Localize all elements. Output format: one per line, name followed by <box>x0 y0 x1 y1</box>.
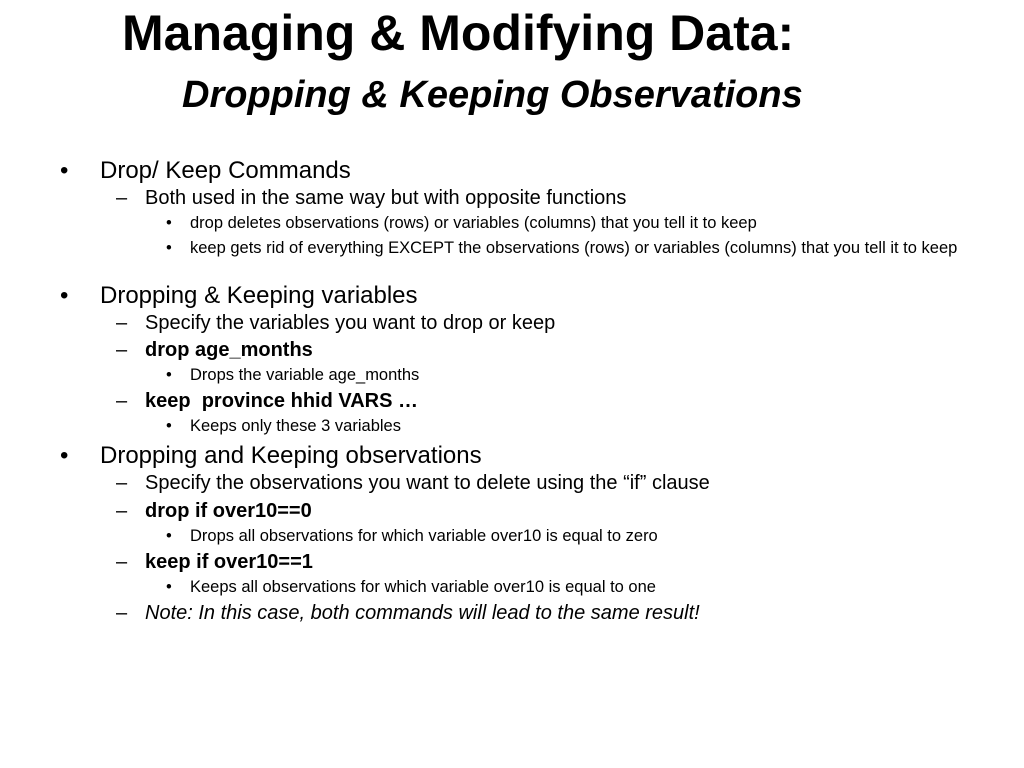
detail-drop-deletes: drop deletes observations (rows) or variables (columns) that you tell it to keep <box>190 214 757 232</box>
slide-title: Managing & Modifying Data: <box>122 5 795 61</box>
detail-keep-gets-rid: keep gets rid of everything EXCEPT the observations (rows) or variables (columns) that you tell it to keep <box>190 239 958 257</box>
bullet-marker: • <box>166 214 172 232</box>
dash-marker: – <box>116 551 128 573</box>
bullet-dropping-keeping-observations: Dropping and Keeping observations <box>100 442 482 469</box>
sub-specify-variables: Specify the variables you want to drop or keep <box>145 312 556 334</box>
bullet-marker: • <box>166 527 172 545</box>
dash-marker: – <box>116 602 128 624</box>
dash-marker: – <box>116 339 128 361</box>
detail-drops-all: Drops all observations for which variable over10 is equal to zero <box>190 527 658 545</box>
command-drop-age-months: drop age_months <box>145 339 313 361</box>
bullet-marker: • <box>166 417 172 435</box>
bullet-drop-keep-commands: Drop/ Keep Commands <box>100 157 351 184</box>
sub-specify-observations: Specify the observations you want to delete using the “if” clause <box>145 472 710 494</box>
note-same-result: Note: In this case, both commands will lead to the same result! <box>145 602 700 624</box>
command-keep-if: keep if over10==1 <box>145 551 313 573</box>
dash-marker: – <box>116 500 128 522</box>
bullet-marker: • <box>166 578 172 596</box>
dash-marker: – <box>116 312 128 334</box>
command-drop-if: drop if over10==0 <box>145 500 312 522</box>
bullet-marker: • <box>166 239 172 257</box>
bullet-dropping-keeping-variables: Dropping & Keeping variables <box>100 282 418 309</box>
bullet-marker: • <box>166 366 172 384</box>
slide-subtitle: Dropping & Keeping Observations <box>182 74 803 116</box>
detail-drops-variable: Drops the variable age_months <box>190 366 420 384</box>
sub-both-used: Both used in the same way but with opposite functions <box>145 187 627 209</box>
bullet-marker: • <box>60 282 69 309</box>
dash-marker: – <box>116 187 128 209</box>
bullet-marker: • <box>60 442 69 469</box>
bullet-marker: • <box>60 157 69 184</box>
dash-marker: – <box>116 390 128 412</box>
dash-marker: – <box>116 472 128 494</box>
detail-keeps-all: Keeps all observations for which variable over10 is equal to one <box>190 578 656 596</box>
command-keep-province: keep province hhid VARS … <box>145 390 419 412</box>
detail-keeps-only: Keeps only these 3 variables <box>190 417 401 435</box>
